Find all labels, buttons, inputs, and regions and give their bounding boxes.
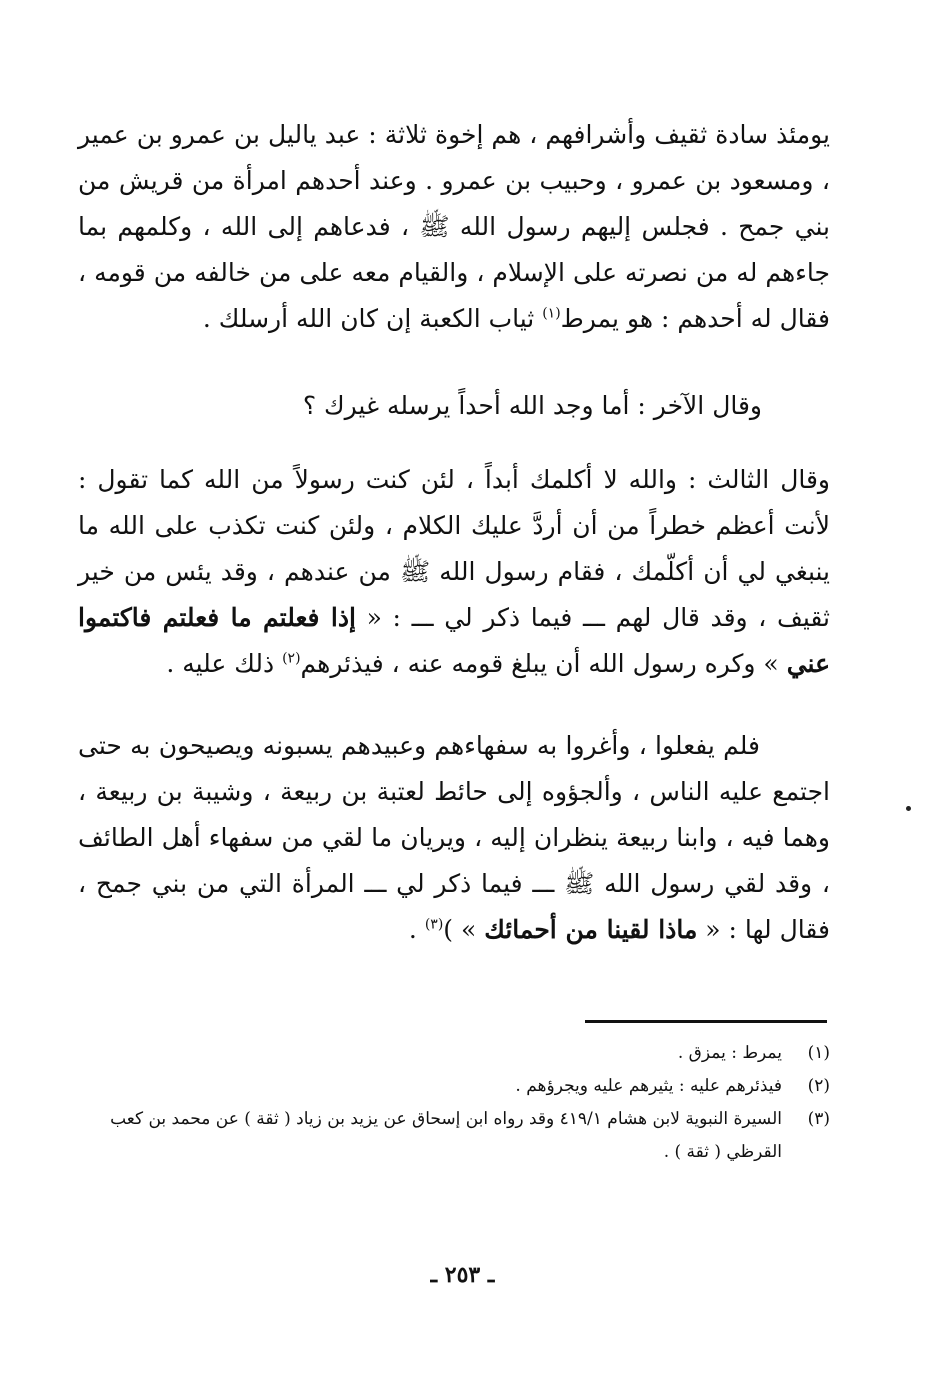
footnote-ref-1[interactable]: (١): [542, 305, 561, 322]
footnote-number: (٣): [807, 1109, 830, 1129]
footnote-text: فيذئرهم عليه : يثيرهم عليه ويجرؤهم .: [515, 1076, 782, 1096]
paragraph-4-quote: ماذا لقينا من أحمائك: [484, 915, 698, 944]
paragraph-2: [78, 383, 830, 429]
footnote-number: (١): [807, 1043, 830, 1063]
paragraph-4-text-b: » ): [443, 915, 485, 944]
paragraph-2-text: وقال الآخر : أما وجد الله أحداً يرسله غيرك ؟: [302, 391, 762, 420]
paragraph-4-text-a: فلم يفعلوا ، وأغروا به سفهاءهم وعبيدهم يسبونه ويصيحون به حتى اجتمع عليه الناس ، وألجؤوه إلى حائط لعتبة بن ربيعة ، وشيبة بن ربيعة ، وهما فيه ، وابنا ربيعة ينظران إليه ، ويريان ما لقي من سفهاء أهل الطائف ، وقد لقي رسول الله ﷺ ـــ فيما ذكر لي ـــ المرأة التي من بني جمح ، فقال لها : «: [78, 731, 830, 944]
paragraph-3-quote: إذا فعلتم ما فعلتم فاكتموا عني: [78, 603, 830, 678]
footnote-3: [78, 1103, 830, 1169]
footnote-number: (٢): [807, 1076, 830, 1096]
paragraph-4: [78, 723, 830, 953]
footnotes: [78, 1037, 830, 1169]
footnote-2: [78, 1070, 830, 1103]
paragraph-3-text-a: وقال الثالث : والله لا أكلمك أبداً ، لئن كنت رسولاً من الله كما تقول : لأنت أعظم خطراً من أن أردَّ عليك الكلام ، ولئن كنت تكذب على الله ما ينبغي لي أن أكلّمك ، فقام رسول الله ﷺ من عندهم ، وقد يئس من خير ثقيف ، وقد قال لهم ـــ فيما ذكر لي ـــ : «: [78, 465, 830, 632]
footnote-ref-3[interactable]: (٣): [424, 916, 444, 933]
paragraph-4-text-c: .: [408, 915, 425, 944]
paragraph-3-text-c: ذلك عليه .: [166, 649, 283, 678]
paragraph-1-text-b: ثياب الكعبة إن كان الله أرسلك .: [202, 304, 543, 333]
paragraph-1-text-a: يومئذ سادة ثقيف وأشرافهم ، هم إخوة ثلاثة : عبد ياليل بن عمرو بن عمير ، ومسعود بن عمرو ، وحبيب بن عمرو . وعند أحدهم امرأة من قريش من بني جمح . فجلس إليهم رسول الله ﷺ ، فدعاهم إلى الله ، وكلمهم بما جاءهم له من نصرته على الإسلام ، والقيام معه على من خالفه من قومه ، فقال له أحدهم : هو يمرط: [78, 120, 830, 333]
page-number: ـ ٢٥٣ ـ: [430, 1262, 495, 1288]
margin-dot: [906, 806, 911, 811]
footnote-text: يمرط : يمزق .: [677, 1043, 782, 1063]
footnote-1: [78, 1037, 830, 1070]
paragraph-3-text-b: » وكره رسول الله أن يبلغ قومه عنه ، فيذئرهم: [300, 649, 787, 678]
footnote-ref-2[interactable]: (٢): [282, 650, 301, 667]
paragraph-3: [78, 457, 830, 687]
footnote-separator: [585, 1020, 827, 1023]
paragraph-1: [78, 112, 830, 342]
footnote-text: السيرة النبوية لابن هشام ٤١٩/١ وقد رواه ابن إسحاق عن يزيد بن زياد ( ثقة ) عن محمد بن كعب القرظي ( ثقة ) .: [110, 1109, 782, 1162]
